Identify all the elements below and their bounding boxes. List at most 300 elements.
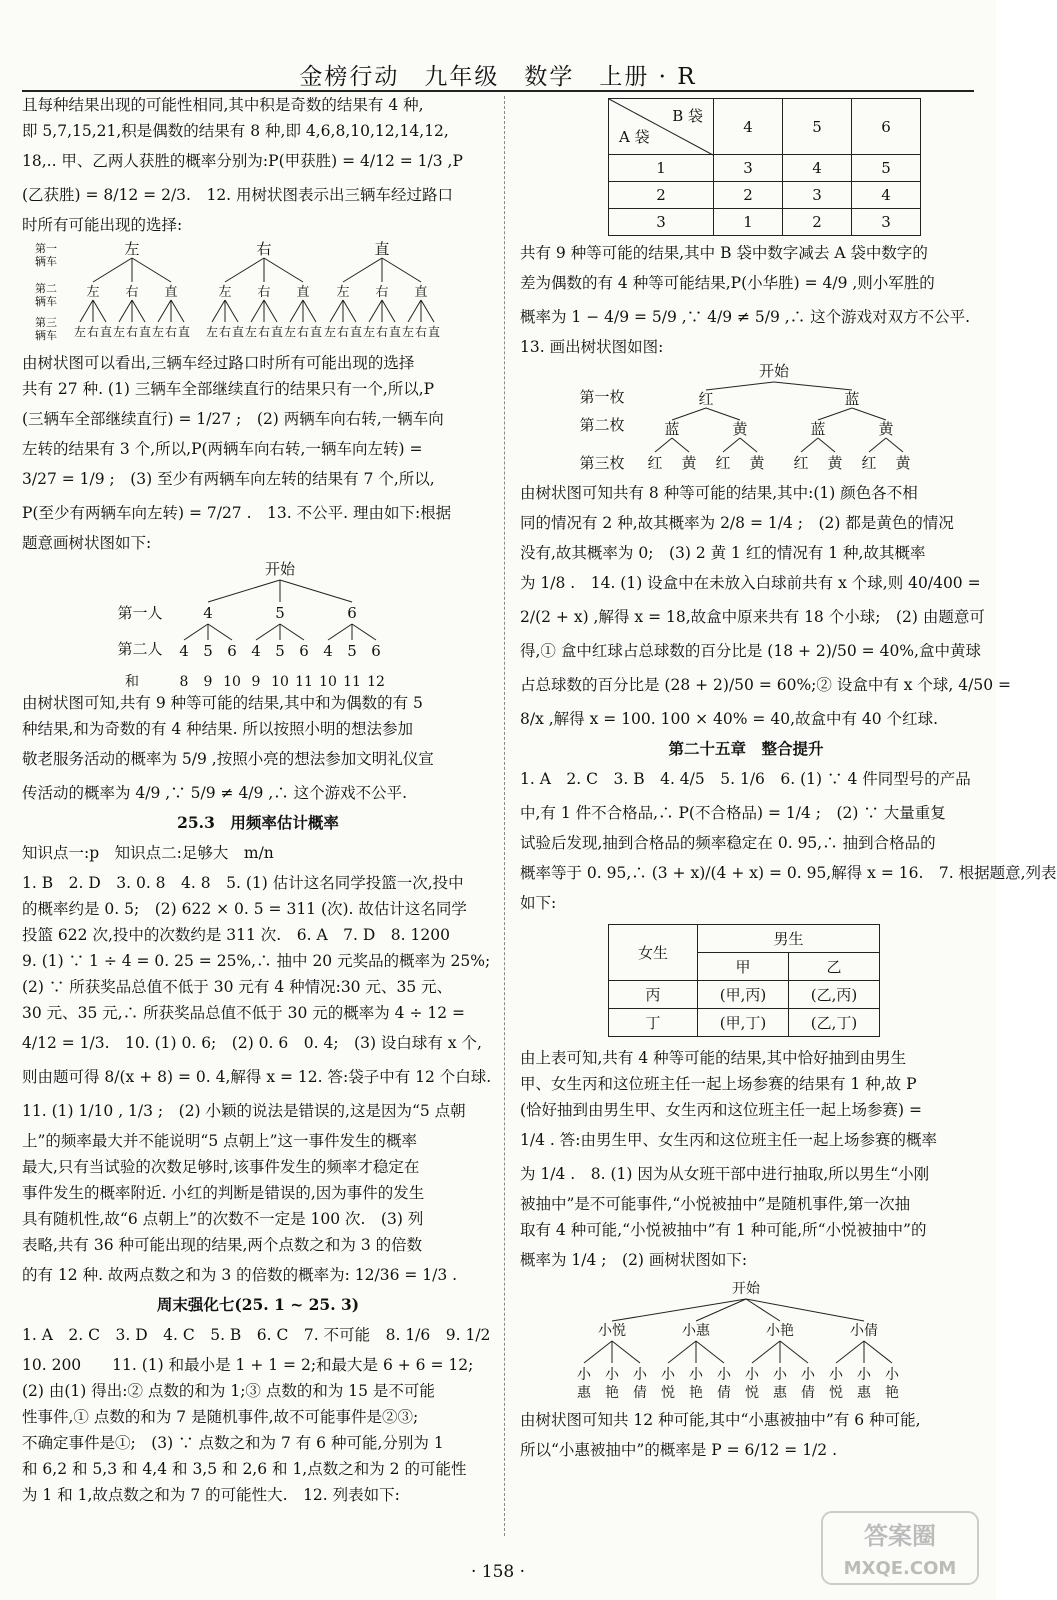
watermark-top: 答案圈 [864, 1522, 936, 1550]
girl-tree-svg [520, 1277, 972, 1407]
text-line: 差为偶数的有 4 种等可能结果,P(小华胜) = 4/9 ,则小军胜的 [520, 274, 935, 292]
bag-col-header: 5 [783, 99, 852, 155]
tree-node: 左 [112, 325, 126, 339]
tree-sum: 11 [343, 674, 361, 690]
tree-node: 左 [151, 325, 165, 339]
tree-branch [132, 258, 171, 282]
tree-sum: 8 [179, 674, 189, 690]
text-line: 不确定事件是①; (3) ∵ 点数之和为 7 有 6 种可能,分别为 1 [22, 1434, 444, 1452]
tree-branch [80, 300, 93, 322]
right-block-c [520, 762, 1057, 916]
tree-node: 直 [138, 325, 152, 339]
tree-node: 左 [362, 325, 376, 339]
tree-node: 黄 [749, 454, 765, 472]
tree-node: 右 [125, 325, 139, 339]
text-line: 种结果,和为奇数的有 4 种结果. 所以按照小明的想法参加 [22, 720, 413, 738]
tree-leaf: 悦 [661, 1385, 675, 1401]
bag-col-header: 4 [714, 99, 783, 155]
gender-cell: (乙,丙) [789, 981, 880, 1009]
text-line: 被抽中”是不可能事件,“小悦被抽中”是随机事件,第一次抽 [520, 1195, 911, 1213]
tree-branch [696, 1299, 746, 1321]
bag-cell: 2 [783, 209, 852, 236]
tree-branch [740, 438, 757, 452]
text-line: 13. 画出树状图如图: [520, 338, 664, 356]
text-line: 中,有 1 件不合格品,∴ P(不合格品) = 1/4 ; (2) ∵ 大量重复 [520, 804, 946, 822]
text-line: 概率为 1/4 ; (2) 画树状图如下: [520, 1251, 748, 1269]
left-block-d [22, 836, 494, 1292]
tree-level-label: 辆车 [35, 255, 57, 268]
tree-node: 右 [414, 325, 428, 339]
tree-node: 直 [309, 325, 323, 339]
bag-cell: 1 [714, 209, 783, 236]
table-row [609, 981, 880, 1009]
text-line: 由树状图可以看出,三辆车经过路口时所有可能出现的选择 [22, 354, 415, 372]
tree-leaf: 艳 [689, 1385, 703, 1401]
tree-branch [752, 1341, 780, 1363]
tree-sum: 9 [203, 674, 213, 690]
text-line: 的概率约是 0. 5; (2) 622 × 0. 5 = 311 (次). 故估计这名同学 [22, 900, 467, 918]
bag-row-header: 2 [609, 182, 714, 209]
tree-branch [706, 382, 774, 390]
table-row [609, 209, 921, 236]
tree-branch [225, 258, 264, 282]
tree-branch [723, 438, 740, 452]
tree-branch [184, 624, 208, 640]
text-line: 取有 4 种可能,“小悦被抽中”有 1 种可能,所“小悦被抽中”的 [520, 1221, 927, 1239]
tree-branch [706, 408, 740, 420]
tree-leaf: 倩 [801, 1385, 815, 1401]
tree-node: 直 [414, 285, 428, 300]
tree-branch [672, 438, 689, 452]
text-line: 8/x ,解得 x = 100. 100 × 40% = 40,故盒中有 40 个红球. [520, 710, 939, 728]
tree-node: 右 [164, 325, 178, 339]
bag-cell: 2 [714, 182, 783, 209]
tree-leaf: 艳 [885, 1385, 899, 1401]
tree-sum: 9 [251, 674, 261, 690]
tree-branch [818, 408, 852, 420]
tree-node: 小倩 [850, 1323, 878, 1339]
tree-node: 直 [231, 325, 245, 339]
tree-leaf: 惠 [577, 1385, 591, 1401]
text-line: 具有随机性,故“6 点朝上”的次数不一定是 100 次. (3) 列 [22, 1210, 424, 1228]
tree-node: 6 [227, 642, 237, 660]
tree-node: 左 [218, 285, 232, 300]
gender-cell: (乙,丁) [789, 1009, 880, 1037]
text-line: 由上表可知,共有 4 种等可能的结果,其中恰好抽到由男生 [520, 1049, 907, 1067]
text-line: 同的情况有 2 种,故其概率为 2/8 = 1/4 ; (2) 都是黄色的情况 [520, 514, 954, 532]
tree-node: 右 [336, 325, 350, 339]
tree-node: 直 [388, 325, 402, 339]
tree-branch [382, 300, 395, 322]
watermark-logo [820, 1508, 980, 1588]
right-column [520, 92, 1057, 1467]
tree-level-label: 辆车 [35, 295, 57, 308]
ball-tree-svg [520, 360, 972, 480]
girl-tree-diagram [520, 1277, 972, 1407]
tree-node: 黄 [895, 454, 911, 472]
tree-node: 黄 [681, 454, 697, 472]
text-line: (2) 由(1) 得出:② 点数的和为 1;③ 点数的和为 15 是不可能 [22, 1382, 435, 1400]
tree-node: 左 [323, 325, 337, 339]
tree-branch [208, 580, 280, 602]
tree-branch [256, 624, 280, 640]
tree-node: 5 [275, 604, 285, 622]
text-line: 上”的频率最大并不能说明“5 点朝上”这一事件发生的概率 [22, 1132, 418, 1150]
tree-node: 黄 [878, 420, 894, 438]
tree-branch [886, 438, 903, 452]
tree-branch [93, 300, 106, 322]
text-line: 1. B 2. D 3. 0. 8 4. 8 5. (1) 估计这名同学投篮一次,投中 [22, 874, 464, 892]
tree-branch [612, 1299, 746, 1321]
bag-row-header: 3 [609, 209, 714, 236]
gender-row-header: 丁 [609, 1009, 698, 1037]
right-block-e [520, 1407, 972, 1467]
bag-cell: 3 [783, 182, 852, 209]
tree-leaf: 小 [745, 1367, 759, 1383]
text-line: 即 5,7,15,21,积是偶数的结果有 8 种,即 4,6,8,10,12,14,12, [22, 122, 449, 140]
tree-branch [330, 300, 343, 322]
left-block-b [22, 350, 494, 556]
text-line: 1. A 2. C 3. B 4. 4/5 5. 1/6 6. (1) ∵ 4 件同型号的产品 [520, 770, 971, 788]
text-line: (乙获胜) = 8/12 = 2/3. 12. 用树状图表示出三辆车经过路口 [22, 186, 454, 204]
right-block-a [520, 240, 972, 360]
tree-leaf: 小 [717, 1367, 731, 1383]
section-title-25-3: 25.3 用频率估计概率 [177, 813, 339, 832]
tree-node: 蓝 [844, 390, 860, 408]
tree-level-label: 第一人 [117, 604, 163, 622]
bag-cell: 4 [852, 182, 921, 209]
column-divider [504, 96, 505, 1536]
tree-branch [119, 300, 132, 322]
tree-branch [696, 1341, 724, 1363]
tree-branch [290, 300, 303, 322]
text-line: 没有,故其概率为 0; (3) 2 黄 1 红的情况有 1 种,故其概率 [520, 544, 926, 562]
tree-leaf: 小 [857, 1367, 871, 1383]
gender-cell: (甲,丁) [698, 1009, 789, 1037]
tree-branch [869, 438, 886, 452]
tree-branch [328, 624, 352, 640]
tree-node: 小悦 [598, 1323, 626, 1339]
tree-node: 5 [347, 642, 357, 660]
tree-sum: 10 [223, 674, 241, 690]
tree-node: 左 [86, 285, 100, 300]
text-line: 表略,共有 36 种可能出现的结果,两个点数之和为 3 的倍数 [22, 1236, 423, 1254]
tree-node: 红 [793, 454, 809, 472]
tree-level-label: 和 [125, 674, 139, 690]
tree-branch [212, 300, 225, 322]
tree-node: 蓝 [810, 420, 826, 438]
text-line: 概率等于 0. 95,∴ (3 + x)/(4 + x) = 0. 95,解得 x = 16. 7. 根据题意,列表 [520, 864, 1057, 882]
tree-node: 左 [283, 325, 297, 339]
text-line: 9. (1) ∵ 1 ÷ 4 = 0. 25 = 25%,∴ 抽中 20 元奖品的概率为 25%; [22, 952, 491, 970]
left-block-e [22, 1318, 494, 1508]
tree-sum: 10 [319, 674, 337, 690]
tree-leaf: 悦 [829, 1385, 843, 1401]
tree-node: 5 [275, 642, 285, 660]
tree-node: 右 [375, 325, 389, 339]
page-header: 金榜行动 九年级 数学 上册 · R [299, 64, 697, 90]
tree-node: 红 [715, 454, 731, 472]
tree-level-label: 第二 [35, 282, 57, 295]
tree-branch [343, 300, 356, 322]
tree-leaf: 悦 [745, 1385, 759, 1401]
tree-node: 黄 [827, 454, 843, 472]
tree-node: 6 [347, 604, 357, 622]
tree-branch [836, 1341, 864, 1363]
tree-node: 右 [375, 285, 389, 300]
tree-node: 红 [861, 454, 877, 472]
text-line: (2) ∵ 所获奖品总值不低于 30 元有 4 种情况:30 元、35 元、 [22, 978, 453, 996]
tree-branch [132, 300, 145, 322]
tree-root: 开始 [732, 1281, 760, 1297]
tree-level-label: 第一 [35, 242, 57, 255]
text-line: 试验后发现,抽到合格品的频率稳定在 0. 95,∴ 抽到合格品的 [520, 834, 936, 852]
tree-leaf: 小 [605, 1367, 619, 1383]
tree-sum: 10 [271, 674, 289, 690]
tree-node: 直 [374, 240, 390, 258]
tree-node: 直 [164, 285, 178, 300]
left-block-a [22, 92, 494, 238]
tree-node: 右 [256, 240, 272, 258]
tree-node: 直 [99, 325, 113, 339]
bag-cell: 5 [852, 155, 921, 182]
tree-node: 右 [86, 325, 100, 339]
corner-top-label: B 袋 [672, 107, 703, 125]
tree-node: 左 [73, 325, 87, 339]
table-row [609, 182, 921, 209]
car-tree-diagram [22, 238, 494, 350]
text-line: 2/(2 + x) ,解得 x = 18,故盒中原来共有 18 个小球; (2) 由题意可 [520, 608, 985, 626]
left-block-c [22, 690, 494, 810]
text-line: 概率为 1 − 4/9 = 5/9 ,∵ 4/9 ≠ 5/9 ,∴ 这个游戏对双方不公平. [520, 308, 971, 326]
text-line: 为 1/4 . 8. (1) 因为从女班干部中进行抽取,所以男生“小刚 [520, 1165, 930, 1183]
tree-leaf: 惠 [857, 1385, 871, 1401]
text-line: 左转的结果有 3 个,所以,P(两辆车向右转,一辆车向左转) = [22, 440, 423, 458]
text-line: 10. 200 11. (1) 和最小是 1 + 1 = 2;和最大是 6 + 6 = 12; [22, 1356, 474, 1374]
left-column [22, 92, 494, 1508]
tree-level-label: 第一枚 [579, 388, 625, 406]
tree-sum: 12 [367, 674, 385, 690]
tree-leaf: 小 [773, 1367, 787, 1383]
tree-node: 左 [401, 325, 415, 339]
text-line: 得,① 盒中红球占总球数的百分比是 (18 + 2)/50 = 40%,盒中黄球 [520, 642, 981, 660]
tree-node: 4 [179, 642, 189, 660]
tree-leaf: 小 [885, 1367, 899, 1383]
text-line: (恰好抽到由男生甲、女生丙和这位班主任一起上场参赛) = [520, 1101, 923, 1119]
gender-corner: 女生 [609, 925, 698, 981]
page-number: · 158 · [470, 1562, 526, 1582]
text-line: 敬老服务活动的概率为 5/9 ,按照小亮的想法参加文明礼仪宣 [22, 750, 434, 768]
tree-branch [280, 624, 304, 640]
tree-leaf: 小 [577, 1367, 591, 1383]
tree-branch [612, 1341, 640, 1363]
tree-node: 直 [296, 285, 310, 300]
tree-node: 直 [177, 325, 191, 339]
tree-node: 左 [205, 325, 219, 339]
tree-branch [852, 408, 886, 420]
corner-bottom-label: A 袋 [619, 128, 650, 146]
ball-tree-diagram [520, 360, 972, 480]
tree-leaf: 倩 [633, 1385, 647, 1401]
text-line: 事件发生的概率附近. 小红的判断是错误的,因为事件的发生 [22, 1184, 425, 1202]
table-row [609, 155, 921, 182]
bag-cell: 3 [714, 155, 783, 182]
gender-row-header: 丙 [609, 981, 698, 1009]
tree-root: 开始 [758, 362, 790, 380]
tree-branch [864, 1341, 892, 1363]
tree-leaf: 小 [633, 1367, 647, 1383]
text-line: 甲、女生丙和这位班主任一起上场参赛的结果有 1 种,故 P [520, 1075, 917, 1093]
text-line: 18,.. 甲、乙两人获胜的概率分别为:P(甲获胜) = 4/12 = 1/3 ,P [22, 152, 463, 170]
tree-branch [655, 438, 672, 452]
tree-branch [672, 408, 706, 420]
tree-branch [171, 300, 184, 322]
tree-leaf: 惠 [773, 1385, 787, 1401]
tree-node: 直 [427, 325, 441, 339]
tree-node: 6 [371, 642, 381, 660]
tree-branch [251, 300, 264, 322]
tree-node: 右 [257, 285, 271, 300]
tree-level-label: 第三 [35, 316, 57, 329]
tree-leaf: 小 [661, 1367, 675, 1383]
text-line: 所以“小惠被抽中”的概率是 P = 6/12 = 1/2 . [520, 1441, 837, 1459]
tree-level-label: 第二人 [117, 640, 163, 658]
tree-branch [801, 438, 818, 452]
tree-branch [780, 1341, 808, 1363]
tree-branch [774, 382, 852, 390]
text-line: 1/4 . 答:由男生甲、女生丙和这位班主任一起上场参赛的概率 [520, 1131, 937, 1149]
watermark-bottom: MXQE.COM [843, 1558, 957, 1579]
tree-branch [303, 300, 316, 322]
tree-node: 小艳 [766, 1323, 794, 1339]
text-line: 最大,只有当试验的次数足够时,该事件发生的频率才稳定在 [22, 1158, 420, 1176]
tree-root: 开始 [264, 560, 296, 578]
tree-leaf: 小 [829, 1367, 843, 1383]
tree-branch [382, 258, 421, 282]
bag-cell: 3 [852, 209, 921, 236]
text-line: 由树状图可知,共有 9 种等可能的结果,其中和为偶数的有 5 [22, 694, 423, 712]
tree-level-label: 辆车 [35, 329, 57, 342]
tree-node: 左 [336, 285, 350, 300]
tree-branch [264, 300, 277, 322]
tree-branch [158, 300, 171, 322]
tree-branch [264, 258, 303, 282]
tree-node: 直 [349, 325, 363, 339]
tree-branch [343, 258, 382, 282]
tree-node: 5 [203, 642, 213, 660]
person-tree-diagram [22, 556, 494, 690]
tree-sum: 11 [295, 674, 313, 690]
text-line: 则由题可得 8/(x + 8) = 0. 4,解得 x = 12. 答:袋子中有 12 个白球. [22, 1068, 492, 1086]
tree-node: 红 [647, 454, 663, 472]
text-line: 时所有可能出现的选择: [22, 216, 183, 234]
tree-branch [93, 258, 132, 282]
tree-node: 4 [203, 604, 213, 622]
tree-leaf: 小 [801, 1367, 815, 1383]
bag-table-corner [609, 99, 714, 155]
tree-node: 4 [251, 642, 261, 660]
text-line: 4/12 = 1/3. 10. (1) 0. 6; (2) 0. 6 0. 4; (3) 设白球有 x 个, [22, 1034, 482, 1052]
section-title-weekend: 周末强化七(25. 1 ~ 25. 3) [156, 1295, 360, 1314]
tree-node: 右 [125, 285, 139, 300]
tree-level-label: 第二枚 [579, 416, 625, 434]
tree-leaf: 艳 [605, 1385, 619, 1401]
text-line: 知识点一:p 知识点二:足够大 m/n [22, 844, 274, 862]
text-line: 共有 9 种等可能的结果,其中 B 袋中数字减去 A 袋中数字的 [520, 244, 928, 262]
text-line: 3/27 = 1/9 ; (3) 至少有两辆车向左转的结果有 7 个,所以, [22, 470, 435, 488]
tree-node: 蓝 [664, 420, 680, 438]
text-line: 投篮 622 次,投中的次数约是 311 次. 6. A 7. D 8. 1200 [22, 926, 450, 944]
tree-node: 黄 [732, 420, 748, 438]
gender-cell: (甲,丙) [698, 981, 789, 1009]
tree-node: 4 [323, 642, 333, 660]
right-block-d [520, 1045, 972, 1277]
tree-node: 右 [296, 325, 310, 339]
text-line: 且每种结果出现的可能性相同,其中积是奇数的结果有 4 种, [22, 96, 424, 114]
bag-cell: 4 [783, 155, 852, 182]
text-line: 11. (1) 1/10 , 1/3 ; (2) 小颖的说法是错误的,这是因为“5 点朝 [22, 1102, 466, 1120]
tree-leaf: 小 [689, 1367, 703, 1383]
text-line: 由树状图可知共有 8 种等可能的结果,其中:(1) 颜色各不相 [520, 484, 918, 502]
tree-node: 左 [124, 240, 140, 258]
car-tree-svg [22, 238, 494, 350]
text-line: (三辆车全部继续直行) = 1/27 ; (2) 两辆车向右转,一辆车向 [22, 410, 444, 428]
gender-col-header: 乙 [789, 953, 880, 981]
gender-col-header: 甲 [698, 953, 789, 981]
gender-group-header: 男生 [698, 925, 880, 953]
tree-node: 小惠 [682, 1323, 710, 1339]
bag-row-header: 1 [609, 155, 714, 182]
text-line: 为 1 和 1,故点数之和为 7 的可能性大. 12. 列表如下: [22, 1486, 400, 1504]
text-line: 1. A 2. C 3. D 4. C 5. B 6. C 7. 不可能 8. 1/6 9. 1/2 [22, 1326, 491, 1344]
tree-branch [280, 580, 352, 602]
text-line: 和 6,2 和 5,3 和 4,4 和 3,5 和 2,6 和 1,点数之和为 2 的可能性 [22, 1460, 467, 1478]
tree-node: 右 [257, 325, 271, 339]
tree-branch [225, 300, 238, 322]
tree-level-label: 第三枚 [579, 454, 625, 472]
tree-branch [818, 438, 835, 452]
tree-leaf: 倩 [717, 1385, 731, 1401]
section-title-chapter25: 第二十五章 整合提升 [668, 739, 824, 758]
text-line: 的有 12 种. 故两点数之和为 3 的倍数的概率为: 12/36 = 1/3 . [22, 1266, 458, 1284]
tree-node: 左 [244, 325, 258, 339]
text-line: 30 元、35 元,∴ 所获奖品总值不低于 30 元的概率为 4 ÷ 12 = [22, 1004, 466, 1022]
tree-node: 6 [299, 642, 309, 660]
gender-table [608, 924, 880, 1037]
text-line: 为 1/8 . 14. (1) 设盒中在未放入白球前共有 x 个球,则 40/400 = [520, 574, 981, 592]
text-line: 性事件,① 点数的和为 7 是随机事件,故不可能事件是②③; [22, 1408, 419, 1426]
text-line: 占总球数的百分比是 (28 + 2)/50 = 60%;② 设盒中有 x 个球, 4/50 = [520, 676, 1012, 694]
tree-branch [668, 1341, 696, 1363]
tree-branch [369, 300, 382, 322]
bag-table [608, 98, 921, 236]
tree-branch [584, 1341, 612, 1363]
person-tree-svg [22, 556, 494, 690]
tree-branch [421, 300, 434, 322]
text-line: 共有 27 种. (1) 三辆车全部继续直行的结果只有一个,所以,P [22, 380, 435, 398]
text-line: 题意画树状图如下: [22, 534, 152, 552]
text-line: 如下: [520, 894, 557, 912]
table-row [609, 1009, 880, 1037]
text-line: 由树状图可知共 12 种可能,其中“小惠被抽中”有 6 种可能, [520, 1411, 921, 1429]
tree-branch [208, 624, 232, 640]
tree-node: 直 [270, 325, 284, 339]
bag-col-header: 6 [852, 99, 921, 155]
right-block-b [520, 480, 1012, 736]
tree-node: 红 [698, 390, 714, 408]
tree-node: 右 [218, 325, 232, 339]
tree-branch [352, 624, 376, 640]
